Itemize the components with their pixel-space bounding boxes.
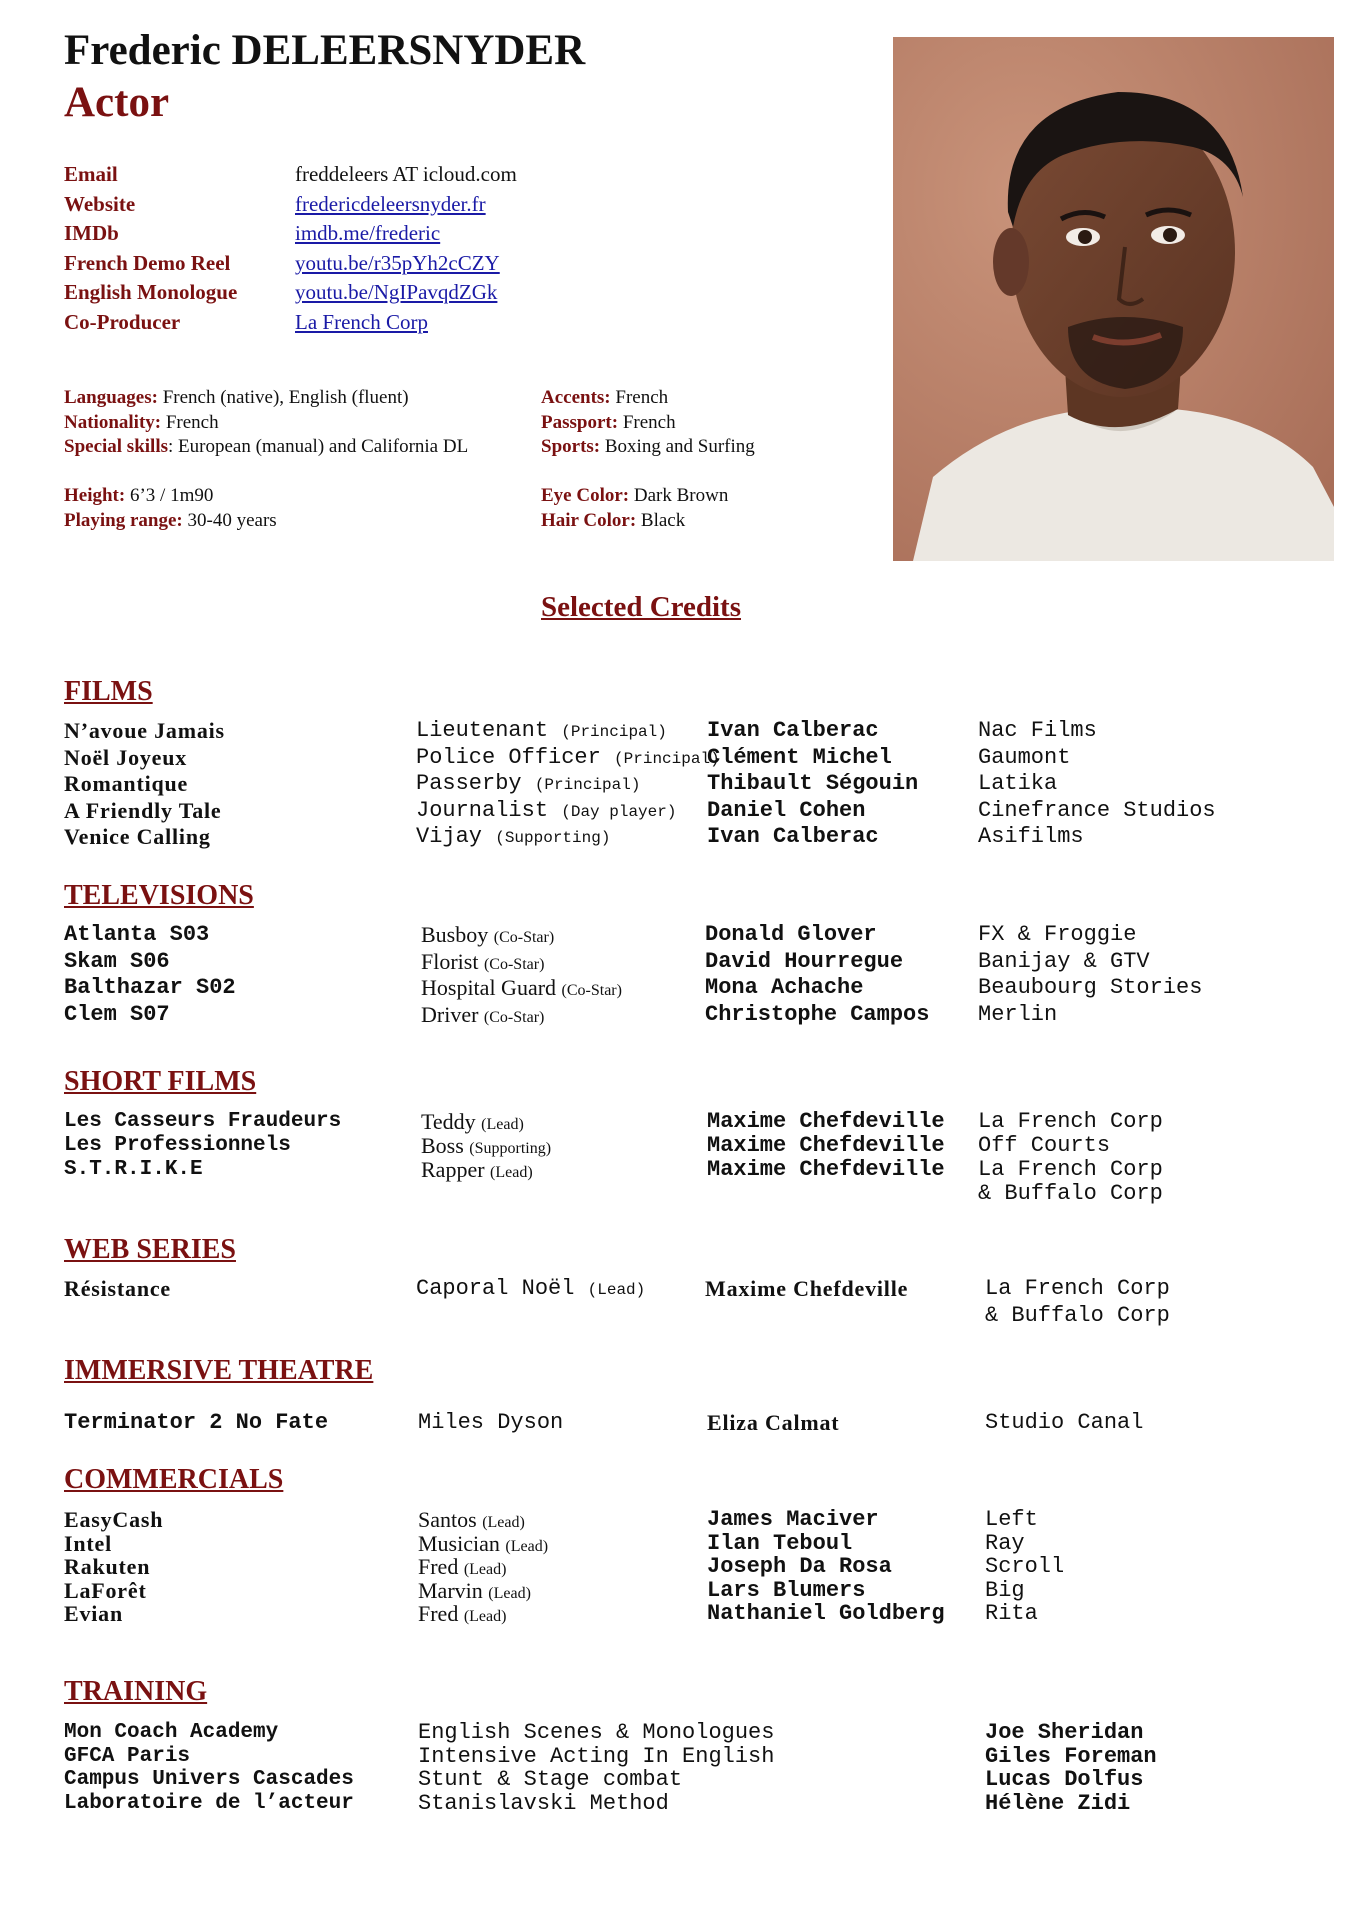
short-title: S.T.R.I.K.E	[64, 1158, 203, 1181]
short-director: Maxime Chefdeville	[707, 1157, 945, 1182]
commercial-company-column	[985, 1508, 1064, 1626]
actor-role: Actor	[64, 79, 170, 126]
tv-title: Balthazar S02	[64, 975, 236, 1000]
commercial-director: Lars Blumers	[707, 1577, 866, 1603]
theatre-company-column	[985, 1410, 1143, 1437]
short-director-column	[707, 1110, 945, 1182]
tv-title: Clem S07	[64, 1001, 170, 1027]
tv-director: David Hourregue	[705, 948, 904, 974]
training-teacher: Giles Foreman	[985, 1743, 1157, 1769]
short-role: Rapper (Lead)	[421, 1157, 533, 1182]
web-director-column	[705, 1276, 908, 1303]
actor-name: Frederic DELEERSNYDER	[64, 27, 586, 74]
short-role: Boss (Supporting)	[421, 1133, 552, 1158]
web-company-extra: & Buffalo Corp	[985, 1302, 1170, 1328]
monologue-link[interactable]: youtu.be/NgIPavqdZGk	[295, 280, 498, 304]
tv-role-column	[421, 922, 622, 1028]
commercials-heading: COMMERCIALS	[64, 1464, 284, 1495]
film-company: Cinefrance Studios	[978, 797, 1216, 823]
commercial-role: Musician (Lead)	[418, 1530, 549, 1556]
web-company: La French Corp	[985, 1276, 1170, 1301]
web-series-heading: WEB SERIES	[64, 1234, 236, 1265]
height-line: Height: 6’3 / 1m90	[64, 485, 214, 506]
tv-company: Beaubourg Stories	[978, 975, 1203, 1000]
attributes-right-2	[541, 484, 728, 533]
sports-line: Sports: Boxing and Surfing	[541, 436, 755, 457]
short-company: La French Corp	[978, 1157, 1163, 1182]
web-company-column	[985, 1276, 1170, 1329]
theatre-title-column	[64, 1410, 328, 1437]
commercial-title: LaForêt	[64, 1577, 147, 1603]
commercial-role-column	[418, 1508, 548, 1626]
training-school: GFCA Paris	[64, 1744, 191, 1768]
film-director: Ivan Calberac	[707, 718, 879, 743]
languages-line: Languages: French (native), English (fluent)	[64, 387, 409, 408]
headshot-photo	[893, 37, 1334, 561]
attributes-left-1	[64, 386, 468, 460]
web-title-column	[64, 1276, 171, 1303]
short-films-heading: SHORT FILMS	[64, 1066, 257, 1097]
theatre-director-column	[707, 1410, 839, 1437]
tv-director: Donald Glover	[705, 922, 877, 947]
commercial-director-column	[707, 1508, 945, 1626]
selected-credits-heading: Selected Credits	[541, 591, 741, 623]
films-title-column	[64, 718, 225, 851]
films-heading: FILMS	[64, 676, 153, 707]
film-company: Nac Films	[978, 718, 1097, 743]
attributes-right-1	[541, 386, 755, 460]
tv-director: Christophe Campos	[705, 1001, 930, 1027]
commercial-title-column	[64, 1508, 163, 1626]
film-director: Thibault Ségouin	[707, 771, 919, 796]
tv-role: Busboy (Co-Star)	[421, 922, 555, 947]
film-title: N’avoue Jamais	[64, 718, 225, 743]
commercial-company: Big	[985, 1577, 1025, 1603]
televisions-heading: TELEVISIONS	[64, 880, 254, 911]
film-role: Vijay (Supporting)	[416, 824, 611, 849]
web-director: Maxime Chefdeville	[705, 1276, 909, 1301]
training-course: English Scenes & Monologues	[418, 1720, 775, 1745]
theatre-role: Miles Dyson	[418, 1410, 564, 1435]
theatre-role-column	[418, 1410, 563, 1437]
contact-label: Email	[64, 162, 118, 186]
film-company: Latika	[978, 771, 1058, 796]
commercial-title: Intel	[64, 1530, 112, 1556]
commercial-role: Fred (Lead)	[418, 1601, 507, 1626]
attributes-left-2	[64, 484, 277, 533]
theatre-director: Eliza Calmat	[707, 1410, 840, 1435]
films-role-column	[416, 718, 720, 851]
training-heading: TRAINING	[64, 1676, 208, 1707]
short-director: Maxime Chefdeville	[707, 1109, 945, 1134]
commercial-company: Ray	[985, 1530, 1025, 1556]
web-role: Caporal Noël (Lead)	[416, 1276, 646, 1301]
commercial-company: Rita	[985, 1601, 1038, 1626]
film-company: Gaumont	[978, 744, 1071, 770]
contact-label: Co-Producer	[64, 309, 181, 334]
short-director: Maxime Chefdeville	[707, 1133, 945, 1158]
training-course-column	[418, 1721, 774, 1815]
tv-role: Florist (Co-Star)	[421, 948, 545, 974]
tv-title: Atlanta S03	[64, 922, 210, 947]
film-role: Journalist (Day player)	[416, 797, 677, 823]
playing-range-line: Playing range: 30-40 years	[64, 509, 277, 531]
headshot-illustration	[893, 37, 1334, 561]
nationality-line: Nationality: French	[64, 411, 219, 433]
short-role-column	[421, 1110, 551, 1182]
film-role: Passerby (Principal)	[416, 771, 641, 796]
tv-role: Hospital Guard (Co-Star)	[421, 975, 622, 1000]
eye-color-line: Eye Color: Dark Brown	[541, 485, 729, 506]
films-company-column	[978, 718, 1216, 851]
special-skills-line: Special skills: European (manual) and California DL	[64, 436, 469, 457]
film-title: A Friendly Tale	[64, 797, 222, 823]
film-company: Asifilms	[978, 824, 1084, 849]
commercial-director: Nathaniel Goldberg	[707, 1601, 945, 1626]
theatre-title: Terminator 2 No Fate	[64, 1410, 329, 1435]
contact-label: Website	[64, 191, 136, 216]
commercial-title: Evian	[64, 1601, 124, 1626]
tv-director-column	[705, 922, 929, 1028]
short-title: Les Professionnels	[64, 1134, 291, 1157]
immersive-theatre-heading: IMMERSIVE THEATRE	[64, 1355, 374, 1386]
tv-role: Driver (Co-Star)	[421, 1001, 545, 1027]
theatre-company: Studio Canal	[985, 1410, 1144, 1435]
commercial-role: Fred (Lead)	[418, 1554, 507, 1579]
training-teacher: Lucas Dolfus	[985, 1767, 1144, 1792]
email-value: freddeleers AT icloud.com	[295, 162, 517, 186]
contact-label: French Demo Reel	[64, 250, 231, 275]
tv-title-column	[64, 922, 236, 1028]
short-company: La French Corp	[978, 1109, 1163, 1134]
film-role: Lieutenant (Principal)	[416, 718, 667, 743]
web-role-column	[416, 1276, 645, 1303]
training-school-column	[64, 1721, 354, 1815]
short-company-extra: & Buffalo Corp	[978, 1181, 1163, 1206]
tv-director: Mona Achache	[705, 975, 864, 1000]
training-course: Stanislavski Method	[418, 1790, 669, 1816]
film-title: Noël Joyeux	[64, 744, 188, 770]
film-title: Venice Calling	[64, 824, 211, 849]
commercial-company: Left	[985, 1507, 1038, 1532]
commercial-company: Scroll	[985, 1554, 1065, 1579]
commercial-role: Santos (Lead)	[418, 1507, 525, 1532]
training-course: Stunt & Stage combat	[418, 1767, 683, 1792]
contact-label: IMDb	[64, 221, 119, 245]
tv-title: Skam S06	[64, 948, 170, 974]
training-course: Intensive Acting In English	[418, 1743, 775, 1769]
passport-line: Passport: French	[541, 411, 676, 433]
commercial-role: Marvin (Lead)	[418, 1577, 531, 1603]
film-director: Clément Michel	[707, 744, 892, 770]
accents-line: Accents: French	[541, 387, 669, 408]
training-teacher: Hélène Zidi	[985, 1790, 1131, 1816]
demo-reel-link[interactable]: youtu.be/r35pYh2cCZY	[295, 250, 500, 275]
short-role: Teddy (Lead)	[421, 1109, 524, 1134]
hair-color-line: Hair Color: Black	[541, 509, 686, 531]
coproducer-link[interactable]: La French Corp	[295, 309, 428, 334]
films-director-column	[707, 718, 918, 851]
film-role: Police Officer (Principal)	[416, 744, 720, 770]
short-title-column	[64, 1110, 341, 1182]
tv-company: Merlin	[978, 1001, 1058, 1027]
training-school: Campus Univers Cascades	[64, 1768, 354, 1791]
tv-company-column	[978, 922, 1202, 1028]
training-teacher-column	[985, 1721, 1157, 1815]
tv-company: FX & Froggie	[978, 922, 1137, 947]
film-director: Daniel Cohen	[707, 797, 866, 823]
commercial-director: Joseph Da Rosa	[707, 1554, 892, 1579]
commercial-title: Rakuten	[64, 1554, 151, 1579]
tv-company: Banijay & GTV	[978, 948, 1150, 974]
short-company-column	[978, 1110, 1163, 1206]
commercial-title: EasyCash	[64, 1507, 164, 1532]
short-company: Off Courts	[978, 1133, 1111, 1158]
short-title: Les Casseurs Fraudeurs	[64, 1110, 342, 1133]
film-title: Romantique	[64, 771, 189, 796]
commercial-director: Ilan Teboul	[707, 1530, 853, 1556]
imdb-link[interactable]: imdb.me/frederic	[295, 221, 441, 245]
commercial-director: James Maciver	[707, 1507, 879, 1532]
website-link[interactable]: fredericdeleersnyder.fr	[295, 191, 486, 216]
contact-label: English Monologue	[64, 280, 238, 304]
film-director: Ivan Calberac	[707, 824, 879, 849]
training-school: Mon Coach Academy	[64, 1721, 279, 1744]
training-teacher: Joe Sheridan	[985, 1720, 1144, 1745]
web-title: Résistance	[64, 1276, 171, 1301]
training-school: Laboratoire de l’acteur	[64, 1791, 354, 1815]
